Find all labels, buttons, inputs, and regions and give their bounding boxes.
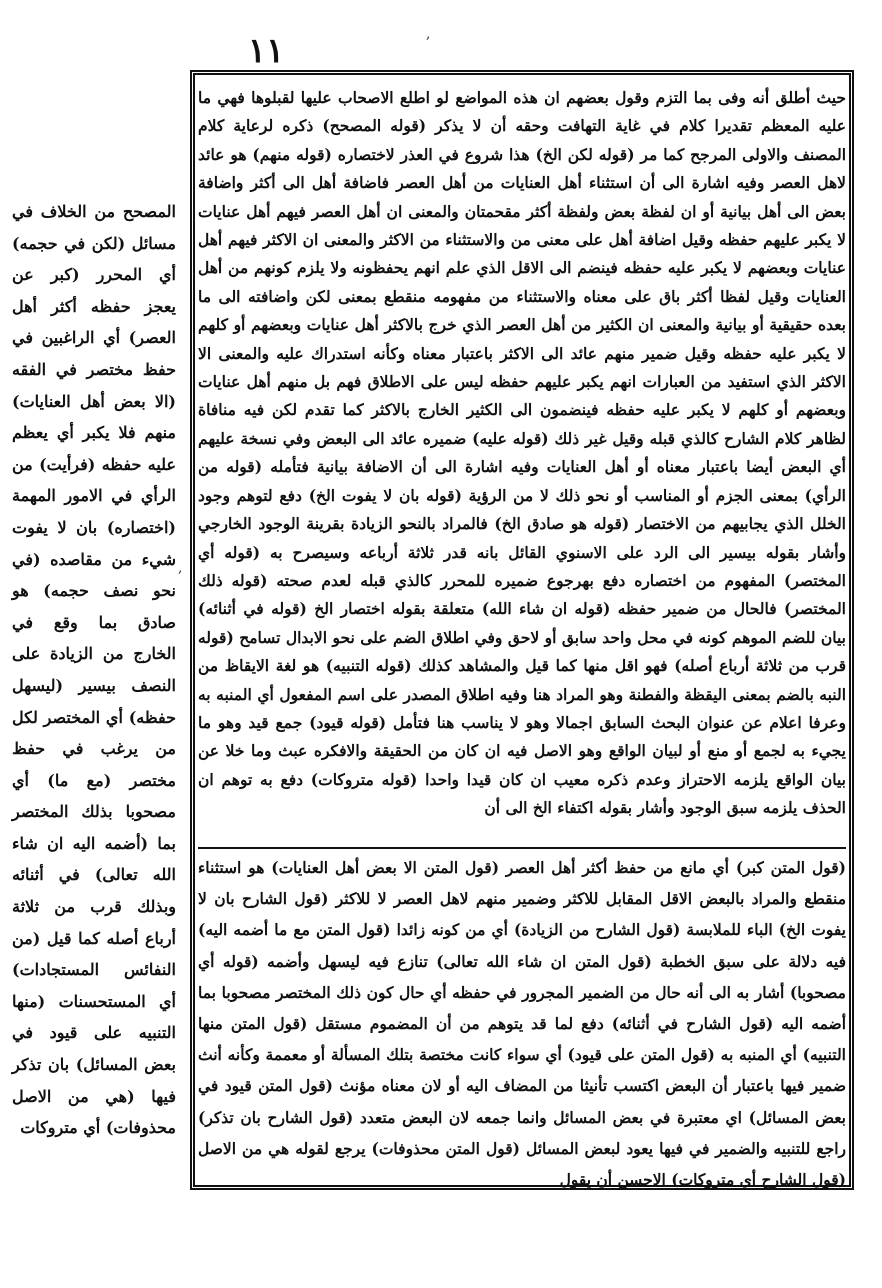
page-number: ١١ bbox=[247, 31, 285, 71]
ink-mark: , bbox=[178, 560, 183, 576]
margin-matn-text: المصحح من الخلاف في مسائل (لكن في حجمه) أي المحرر (كبر عن يعجز حفظه أكثر أهل العصر) أي الراغبين في حفظ مختصر في الفقه (الا بعض أهل العنايات) منهم فلا يكبر أي يعظم عليه حفظه (فرأيت) من الرأي في الامور المهمة (اختصاره) بان لا يفوت شيء من مقاصده (في نحو نصف حجمه) هو صادق بما وقع في الخارج من الزيادة على النصف بيسير (ليسهل حفظه) أي المختصر لكل من يرغب في حفظ مختصر (مع ما) أي مصحوبا بذلك المختصر بما (أضمه اليه ان شاء الله تعالى) في أثنائه وبذلك قرب من ثلاثة أرباع أصله كما قيل (من النفائس المستجادات) أي المستحسنات (منها التنبيه على قيود في بعض المسائل) بان تذكر فيها (هي من الاصل محذوفات) أي متروكات bbox=[12, 202, 176, 1138]
ink-mark: , bbox=[426, 26, 431, 42]
commentary-text: حيث أطلق أنه وفى بما التزم وقول بعضهم ان هذه المواضع لو اطلع الاصحاب عليها لقبلوها فهي ما عليه المعظم تقديرا كلام في غاية التهافت وحقه أن لا يذكر (قوله المصحح) ذكره لرعاية كلام المصنف والاولى المرجح كما مر (قوله لكن الخ) هذا شروع في العذر لاختصاره (قوله منهم) هو عائد لاهل العصر وفيه اشارة الى أن استثناء أهل العنايات من أهل العصر فاضافة أهل الى أكثر واضافة بعض الى أهل بيانية أو ان لفظة بعض ولفظة أكثر مقحمتان والمعنى ان أهل العصر فيهم أهل عنايات لا يكبر عليهم حفظه وقيل اضافة أهل على معنى من والاستثناء من الاكثر والمعنى ان الاكثر فيهم أهل عنايات وبعضهم لا يكبر عليه حفظه فينضم الى الاقل الذي علم انهم يحفظونه ولا يلزم كونهم من أهل العنايات وقيل لفظا أكثر باق على معناه والاستثناء من مفهومه منقطع بمعنى لكن واضافته الى ما بعده حقيقية أو بيانية والمعنى ان الكثير من أهل العصر الذي خرج بالاكثر أهل عنايات وبعضهم أو كلهم لا يكبر عليه حفظه وقيل ضمير منهم عائد الى الاكثر باعتبار معناه وكأنه استدراك عليه والمعنى الا الاكثر الذي استفيد من العبارات انهم يكبر عليهم حفظه ليس على الاطلاق فهم بل منهم أهل عنايات وبعضهم أو كلهم لا يكبر عليه حفظه فينضمون الى الكثير الخارج بالاكثر كما تقدم لكن فيه منافاة لظاهر كلام الشارح كالذي قبله وقيل غير ذلك (قوله عليه) ضميره عائد الى البعض وفي نسخة عليهم أي البعض أيضا باعتبار معناه أو أهل العنايات وفيه اشارة الى أن الاضافة بيانية فتأمله (قوله من الرأي) بمعنى الجزم أو المناسب أو نحو ذلك لا من الرؤية (قوله بان لا يفوت الخ) دفع لتوهم وجود الخلل الذي يجابيهم من الاختصار (قوله هو صادق الخ) فالمراد بالنحو الزيادة بقرينة الوجود الخارجي وأشار بقوله بيسير الى الرد على الاسنوي القائل بانه قدر ثلاثة أرباعه وسيصرح به (قوله أي المختصر) المفهوم من اختصاره دفع بهرجوع ضميره للمحرر كالذي قبله لعدم صحته (قوله ذلك المختصر) فالحال من ضمير حفظه (قوله ان شاء الله) متعلقة بقوله اختصار الخ (قوله في أثنائه) بيان للضم الموهم كونه في محل واحد سابق أو لاحق وفي اطلاق الضم على نحو الابدال تسامح (قوله قرب من ثلاثة أرباع أصله) فهو اقل منها كما قيل والمشاهد كذلك (قوله التنبيه) هو لغة الايقاظ من النبه بالضم بمعنى اليقظة والفطنة وهو المراد هنا وفيه اطلاق المصدر على اسم المفعول أي المنبه به وعرفا اعلام عن عنوان البحث السابق اجمالا وهو لا يناسب هنا فتأمل (قوله قيود) جمع قيد وهو ما يجيء به لجمع أو منع أو لبيان الواقع وهو الاصل فيه ان كان من الحقيقة والافكره عبث وما خلا عن بيان الواقع يلزمه الاحتراز وعدم ذكره معيب ان كان قيدا واحدا (قوله متروكات) دفع به توهم ان الحذف يلزمه سبق الوجود وأشار بقوله اكتفاء الخ الى أن bbox=[198, 88, 846, 818]
footnotes-text: (قول المتن كبر) أي مانع من حفظ أكثر أهل العصر (قول المتن الا بعض أهل العنايات) هو استثناء منقطع والمراد بالبعض الاقل المقابل للاكثر وضمير منهم لاهل العصر لا للاكثر (قول الشارح بان لا يفوت الخ) الباء للملابسة (قول الشارح من الزيادة) أي من كونه زائدا (قول المتن مع ما أضمه اليه) فيه دلالة على سبق الخطبة (قول المتن ان شاء الله تعالى) تنازع فيه ليسهل وأضمه (قوله أي مصحوبا) أشار به الى أنه حال من الضمير المجرور في حفظه أي حال كون ذلك المختصر مصحوبا بما أضمه اليه (قول الشارح في أثنائه) دفع لما قد يتوهم من أن المضموم مستقل (قول المتن منها التنبيه) أي المنبه به (قول المتن على قيود) أي سواء كانت مختصة بتلك المسألة أو معممة وكأنه أنث ضمير فيها باعتبار أن البعض اكتسب تأنيثا من المضاف اليه أو لان معناه مؤنث (قول المتن قيود في بعض المسائل) اي معتبرة في بعض المسائل وانما جمعه لان البعض متعدد (قول الشارح بان تذكر) راجع للتنبيه والضمير في فيها يعود لبعض المسائل (قول المتن محذوفات) يرجع لقوله هي من الاصل (قول الشارح أي متروكات) الاحسن أن يقول bbox=[198, 858, 846, 1190]
divider-line bbox=[198, 847, 846, 849]
